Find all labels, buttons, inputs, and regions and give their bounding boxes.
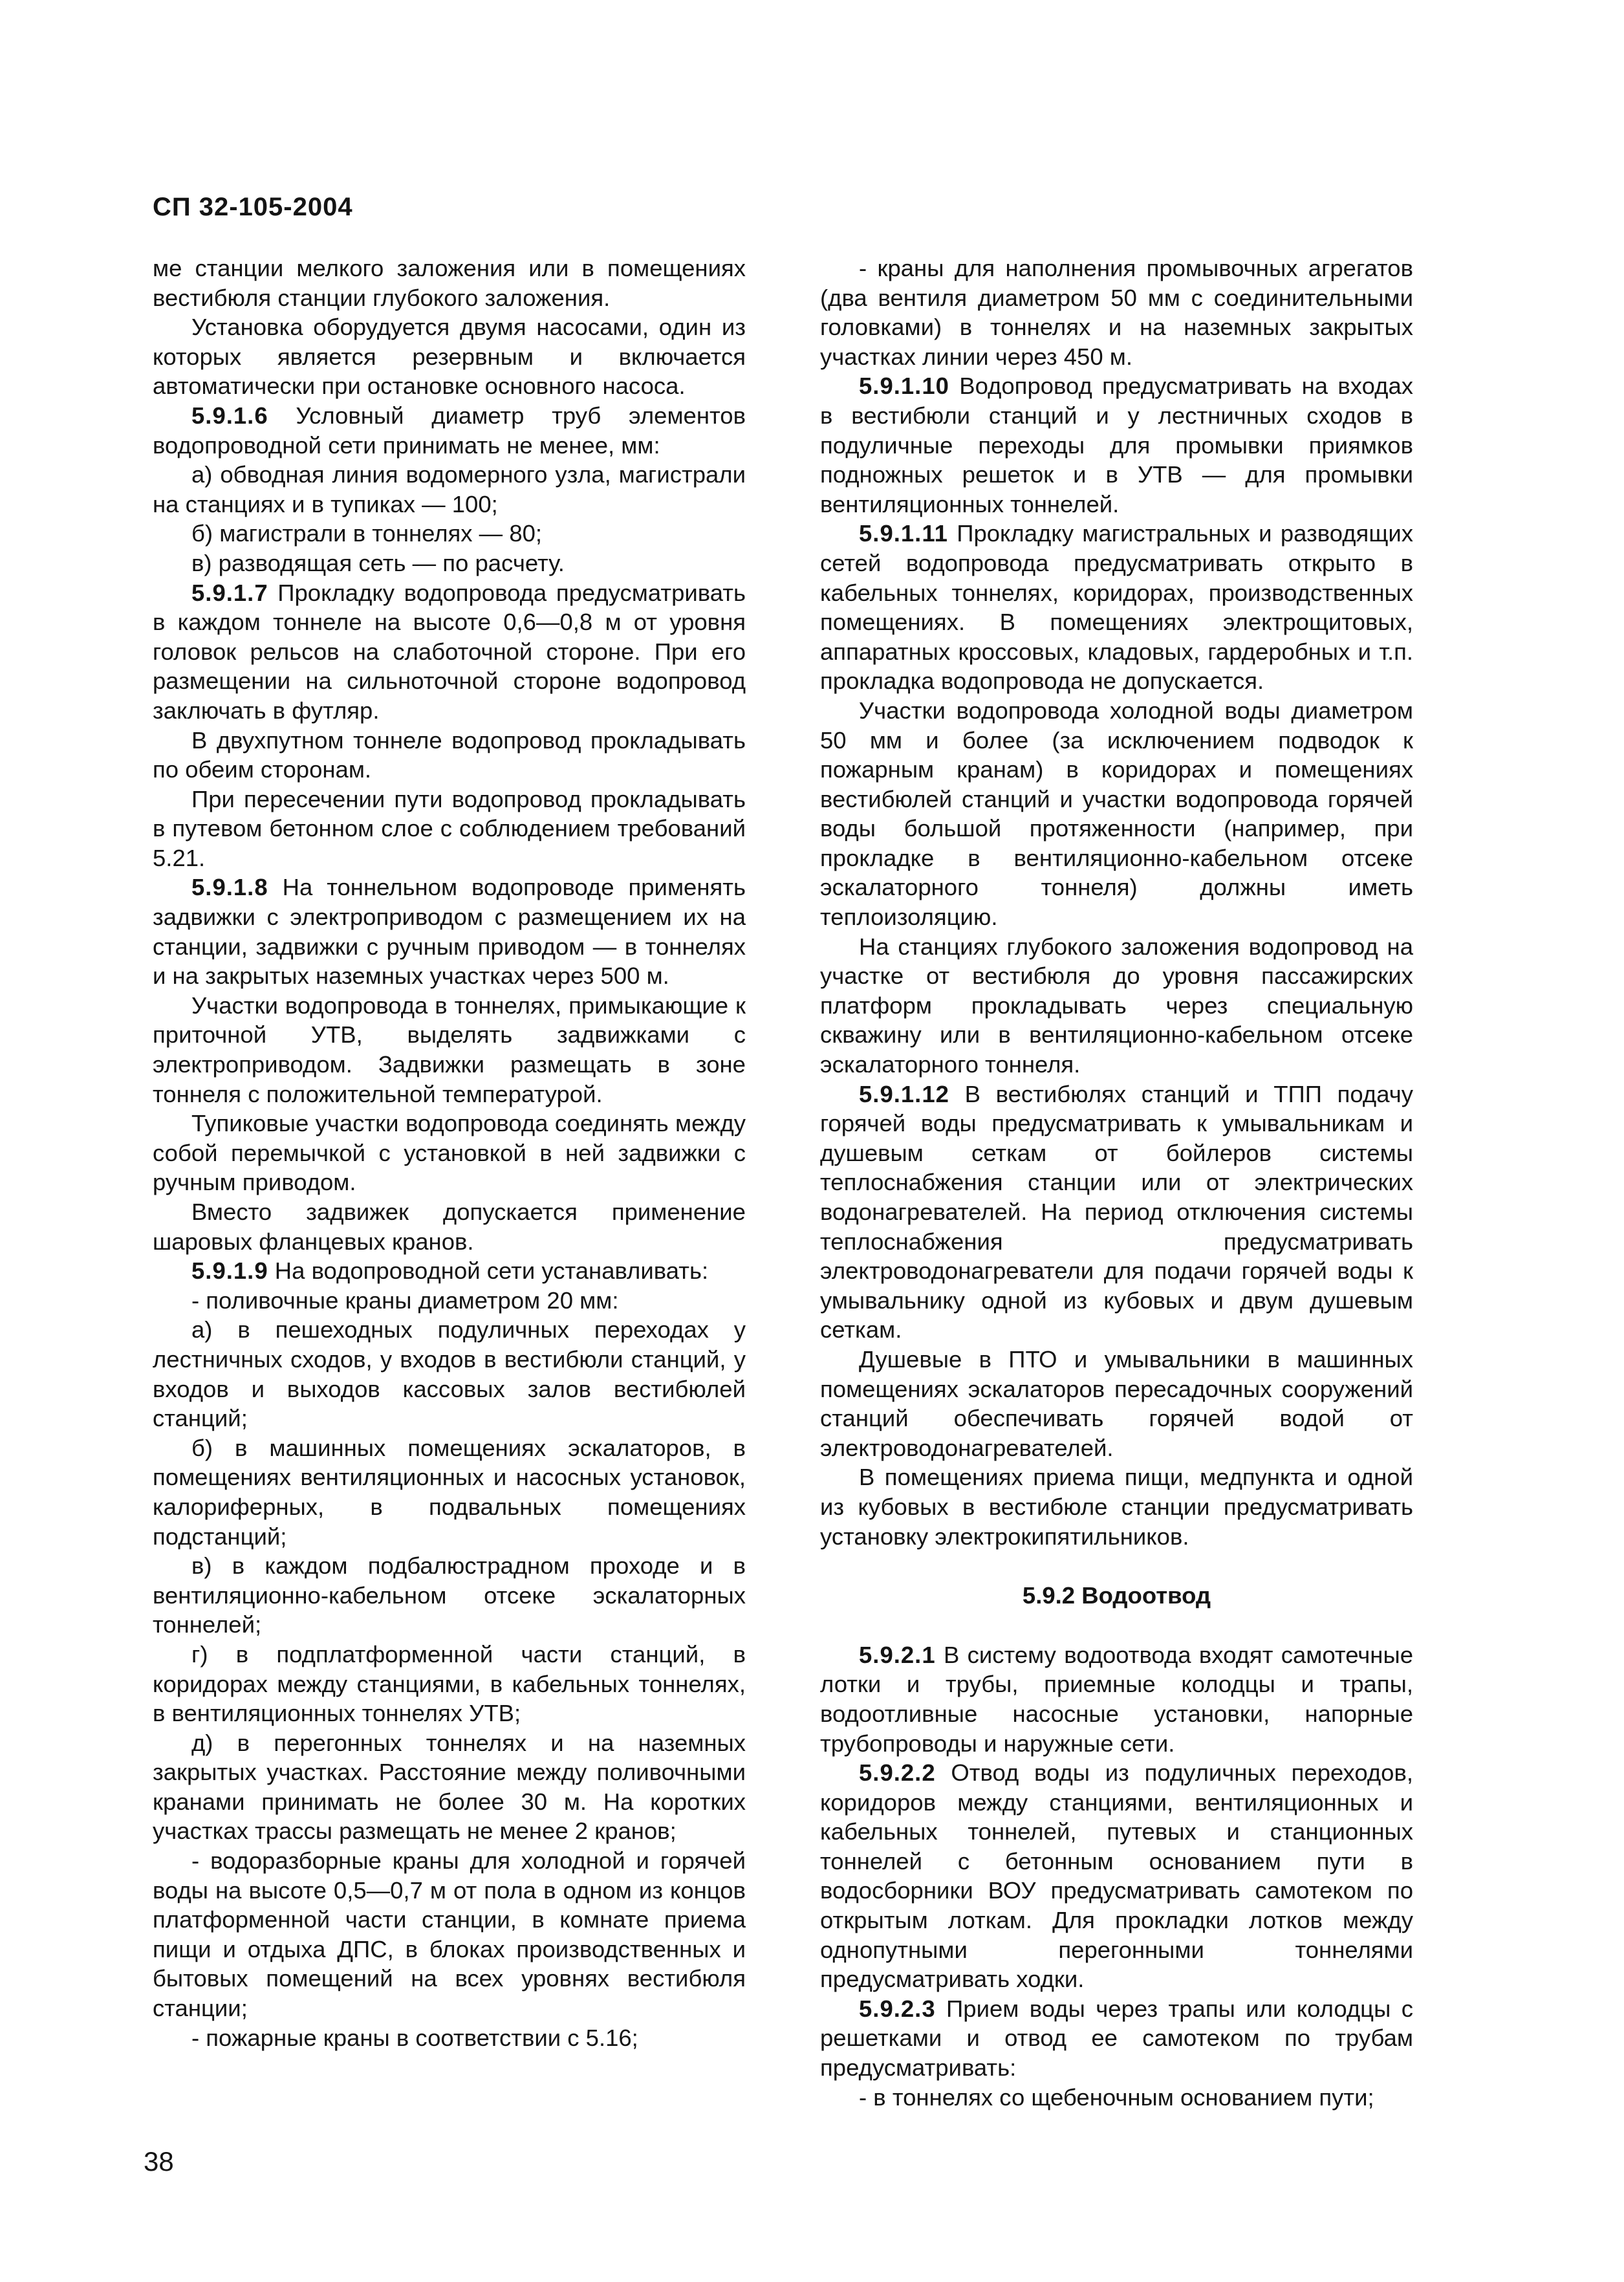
paragraph — [820, 254, 1413, 371]
paragraph-text: Прокладку водопровода предусматривать в каждом тоннеле на высоте 0,6—0,8 м от уровня головок рельсов на слаботочной стороне. При его размещении на сильноточной стороне водопровод заключать в футляр. — [153, 579, 746, 724]
paragraph-text: - поливочные краны диаметром 20 мм: — [191, 1287, 619, 1314]
paragraph — [153, 1109, 746, 1197]
paragraph — [820, 1345, 1413, 1462]
paragraph-text: Участки водопровода в тоннелях, примыкающие к приточной УТВ, выделять задвижками с электроприводом. Задвижки размещать в зоне тоннеля с положительной температурой. — [153, 992, 746, 1107]
paragraph — [153, 312, 746, 401]
clause-number: 5.9.1.10 — [859, 373, 949, 400]
paragraph — [153, 460, 746, 519]
left-text-column — [153, 254, 746, 2052]
page-number: 38 — [144, 2146, 174, 2177]
paragraph — [820, 371, 1413, 519]
paragraph-text: Установка оборудуется двумя насосами, один из которых является резервным и включается автоматически при остановке основного насоса. — [153, 314, 746, 400]
paragraph-text: б) в машинных помещениях эскалаторов, в помещениях вентиляционных и насосных установок, калориферных, в подвальных помещениях подстанций; — [153, 1434, 746, 1550]
paragraph — [820, 2083, 1413, 2113]
paragraph — [153, 1846, 746, 2023]
paragraph — [153, 1197, 746, 1256]
paragraph — [820, 519, 1413, 696]
paragraph — [153, 1433, 746, 1551]
paragraph — [820, 1994, 1413, 2083]
paragraph-text: Прием воды через трапы или колодцы с решетками и отвод ее самотеком по трубам предусматривать: — [820, 1995, 1413, 2081]
paragraph-text: в) в каждом подбалюстрадном проходе и в вентиляционно-кабельном отсеке эскалаторных тоннелей; — [153, 1552, 746, 1638]
paragraph — [820, 932, 1413, 1080]
clause-number: 5.9.1.8 — [191, 874, 268, 901]
paragraph — [153, 2023, 746, 2053]
clause-number: 5.9.2.3 — [859, 1995, 936, 2022]
paragraph-text: - пожарные краны в соответствии с 5.16; — [191, 2024, 638, 2051]
paragraph — [153, 726, 746, 785]
paragraph — [153, 1551, 746, 1640]
paragraph-text: г) в подплатформенной части станций, в коридорах между станциями, в кабельных тоннелях, в вентиляционных тоннелях УТВ; — [153, 1640, 746, 1727]
paragraph-text: При пересечении пути водопровод прокладывать в путевом бетонном слое с соблюдением требований 5.21. — [153, 785, 746, 871]
document-code: СП 32-105-2004 — [153, 193, 353, 221]
paragraph — [820, 696, 1413, 932]
paragraph-text: Вместо задвижек допускается применение шаровых фланцевых кранов. — [153, 1199, 746, 1255]
paragraph-text: - краны для наполнения промывочных агрегатов (два вентиля диаметром 50 мм с соединительными головками) в тоннелях и на наземных закрытых участках линии через 450 м. — [820, 255, 1413, 370]
paragraph-text: Прокладку магистральных и разводящих сетей водопровода предусматривать открыто в кабельных тоннелях, коридорах, производственных помещениях. В помещениях электрощитовых, аппаратных кроссовых, кладовых, гардеробных и т.п. прокладка водопровода не допускается. — [820, 520, 1413, 695]
paragraph — [153, 873, 746, 990]
paragraph-text: д) в перегонных тоннелях и на наземных закрытых участках. Расстояние между поливочными кранами принимать не более 30 м. На коротких участках трассы размещать не менее 2 кранов; — [153, 1729, 746, 1845]
paragraph — [153, 578, 746, 726]
paragraph-text: Условный диаметр труб элементов водопроводной сети принимать не менее, мм: — [153, 402, 746, 459]
paragraph-text: Отвод воды из подуличных переходов, коридоров между станциями, вентиляционных и кабельных тоннелей, путевых и станционных тоннелей с бетонным основанием пути в водосборники ВОУ предусматривать самотеком по открытым лоткам. Для прокладки лотков между однопутными перегонными тоннелями предусматривать ходки. — [820, 1759, 1413, 1993]
paragraph-text: Душевые в ПТО и умывальники в машинных помещениях эскалаторов пересадочных сооружений станций обеспечивать горячей водой от электроводонагревателей. — [820, 1345, 1413, 1461]
paragraph — [153, 254, 746, 312]
paragraph — [153, 519, 746, 549]
paragraph — [153, 549, 746, 578]
paragraph-text: а) в пешеходных подуличных переходах у лестничных сходов, у входов в вестибюли станций, у входов и выходов кассовых залов вестибюлей станций; — [153, 1316, 746, 1432]
paragraph-text: Участки водопровода холодной воды диаметром 50 мм и более (за исключением подводок к пожарным кранам) в коридорах и помещениях вестибюлей станций и участки водопровода горячей воды большой протяженности (например, при прокладке в вентиляционно-кабельном отсеке эскалаторного тоннеля) должны иметь теплоизоляцию. — [820, 697, 1413, 931]
paragraph — [820, 1758, 1413, 1994]
paragraph-text: а) обводная линия водомерного узла, магистрали на станциях и в тупиках — 100; — [153, 461, 746, 517]
right-text-column — [820, 254, 1413, 2112]
paragraph-text: Тупиковые участки водопровода соединять между собой перемычкой с установкой в ней задвижки с ручным приводом. — [153, 1110, 746, 1196]
clause-number: 5.9.2.1 — [859, 1641, 936, 1668]
paragraph — [153, 991, 746, 1109]
section-heading: 5.9.2 Водоотвод — [1022, 1582, 1211, 1609]
paragraph-text: В вестибюлях станций и ТПП подачу горячей воды предусматривать к умывальникам и душевым сеткам от бойлеров системы теплоснабжения станции или от электрических водонагревателей. На период отключения системы теплоснабжения предусматривать электроводонагреватели для подачи горячей воды к умывальнику одной из кубовых и двум душевым сеткам. — [820, 1080, 1413, 1343]
paragraph — [153, 785, 746, 873]
paragraph-text: ме станции мелкого заложения или в помещениях вестибюля станции глубокого заложения. — [153, 255, 746, 311]
paragraph — [820, 1640, 1413, 1758]
clause-number: 5.9.1.9 — [191, 1257, 268, 1285]
paragraph-text: В двухпутном тоннеле водопровод прокладывать по обеим сторонам. — [153, 726, 746, 783]
paragraph — [153, 1728, 746, 1846]
paragraph — [820, 1462, 1413, 1551]
paragraph — [153, 1256, 746, 1286]
clause-number: 5.9.1.6 — [191, 402, 268, 429]
paragraph-text: На станциях глубокого заложения водопровод на участке от вестибюля до уровня пассажирских платформ прокладывать через специальную скважину или в вентиляционно-кабельном отсеке эскалаторного тоннеля. — [820, 933, 1413, 1078]
paragraph-text: На водопроводной сети устанавливать: — [268, 1257, 709, 1285]
paragraph-text: - в тоннелях со щебеночным основанием пути; — [859, 2083, 1374, 2111]
paragraph — [153, 401, 746, 460]
paragraph — [153, 1640, 746, 1728]
paragraph-text: в) разводящая сеть — по расчету. — [191, 549, 565, 576]
paragraph — [820, 1080, 1413, 1345]
paragraph — [153, 1286, 746, 1316]
clause-number: 5.9.1.7 — [191, 579, 268, 606]
clause-number: 5.9.1.11 — [859, 520, 948, 547]
clause-number: 5.9.1.12 — [859, 1080, 949, 1107]
paragraph-text: В помещениях приема пищи, медпункта и одной из кубовых в вестибюле станции предусматривать установку электрокипятильников. — [820, 1464, 1413, 1550]
paragraph-text: На тоннельном водопроводе применять задвижки с электроприводом с размещением их на станции, задвижки с ручным приводом — в тоннелях и на закрытых наземных участках через 500 м. — [153, 874, 746, 990]
paragraph-text: б) магистрали в тоннелях — 80; — [191, 520, 543, 547]
clause-number: 5.9.2.2 — [859, 1759, 936, 1787]
paragraph-text: В систему водоотвода входят самотечные лотки и трубы, приемные колодцы и трапы, водоотливные насосные установки, напорные трубопроводы и наружные сети. — [820, 1641, 1413, 1757]
paragraph-text: - водоразборные краны для холодной и горячей воды на высоте 0,5—0,7 м от пола в одном из концов платформенной части станции, в комнате приема пищи и отдыха ДПС, в блоках производственных и бытовых помещений на всех уровнях вестибюля станции; — [153, 1847, 746, 2022]
paragraph-text: Водопровод предусматривать на входах в вестибюли станций и у лестничных сходов в подуличные переходы для промывки приямков подножных решеток и в УТВ — для промывки вентиляционных тоннелей. — [820, 373, 1413, 517]
paragraph — [153, 1315, 746, 1433]
